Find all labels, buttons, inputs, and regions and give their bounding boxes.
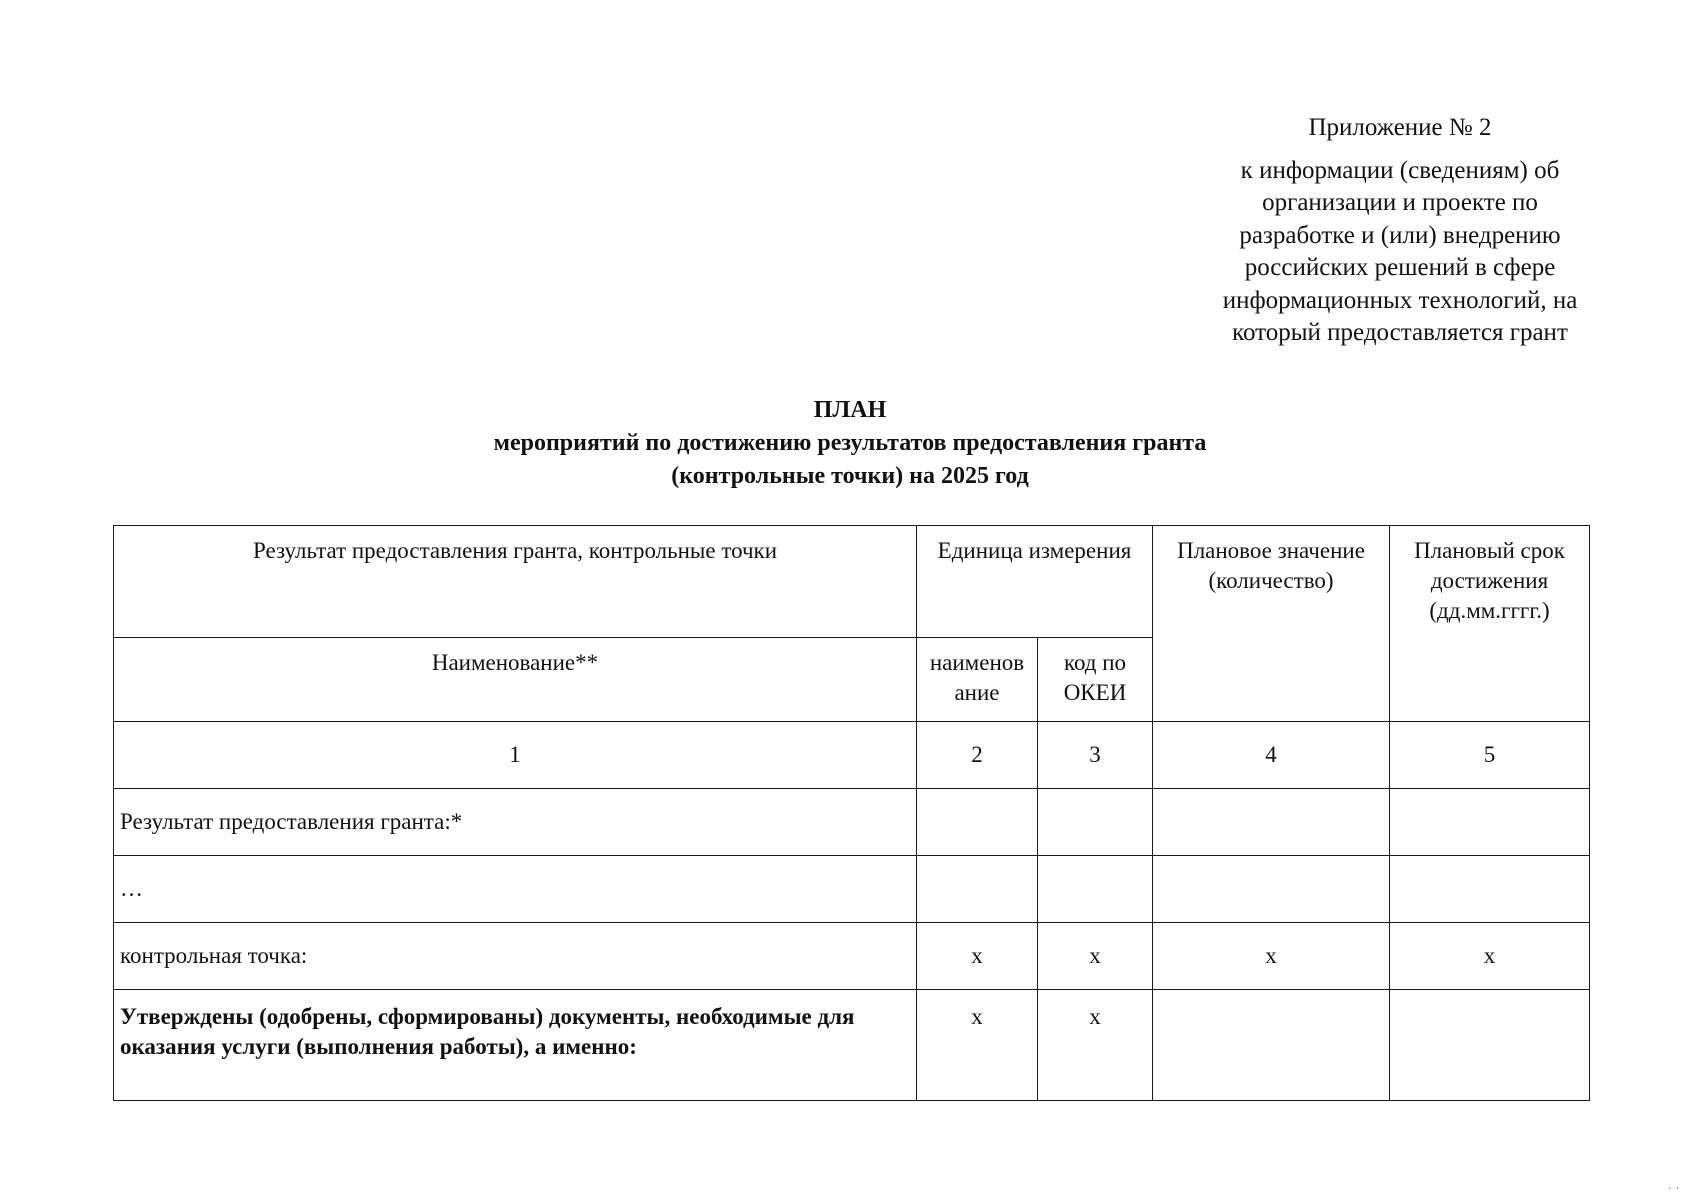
table-cell: x	[1038, 990, 1153, 1101]
table-row	[114, 990, 1590, 1101]
table-row	[114, 789, 1590, 856]
table-numbering-row	[114, 722, 1590, 789]
table-cell	[1153, 789, 1390, 856]
table-cell: x	[917, 923, 1038, 990]
column-number: 5	[1390, 722, 1590, 789]
table-cell	[1390, 856, 1590, 923]
table-cell: x	[1390, 923, 1590, 990]
table-cell	[1038, 789, 1153, 856]
column-number: 3	[1038, 722, 1153, 789]
table-cell: x	[917, 990, 1038, 1101]
table-row	[114, 923, 1590, 990]
column-number: 4	[1153, 722, 1390, 789]
appendix-number: Приложение № 2	[1308, 114, 1492, 141]
table-cell: x	[1038, 923, 1153, 990]
plan-subtitle-line: мероприятий по достижению результатов предоставления гранта	[493, 430, 1207, 456]
table-row	[114, 856, 1590, 923]
table-cell	[1390, 990, 1590, 1101]
table-cell	[1153, 856, 1390, 923]
appendix-line: к информации (сведениям) об	[1240, 156, 1560, 184]
header-result-title: Результат предоставления гранта, контрольные точки	[114, 526, 917, 638]
plan-heading	[300, 394, 1400, 493]
appendix-line: информационных технологий, на	[1222, 286, 1578, 314]
plan-subtitle-line: (контрольные точки) на 2025 год	[671, 463, 1029, 489]
row-label: Утверждены (одобрены, сформированы) документы, необходимые для оказания услуги (выполнения работы), а именно:	[114, 990, 917, 1101]
header-planned-value: Плановое значение (количество)	[1153, 526, 1390, 722]
plan-table	[113, 525, 1590, 1101]
header-unit-title: Единица измерения	[917, 526, 1153, 638]
row-label: …	[114, 856, 917, 923]
header-name-col: Наименование**	[114, 638, 917, 722]
appendix-line: российских решений в сфере	[1244, 254, 1556, 281]
table-cell: x	[1153, 923, 1390, 990]
column-number: 2	[917, 722, 1038, 789]
table-cell	[1038, 856, 1153, 923]
appendix-block	[1180, 112, 1620, 350]
corner-dots: . .	[1668, 1178, 1680, 1192]
header-unit-name: наименов ание	[917, 638, 1038, 722]
appendix-line: разработке и (или) внедрению	[1239, 221, 1561, 249]
appendix-line: который предоставляется грант	[1232, 319, 1568, 346]
table-cell	[1390, 789, 1590, 856]
table-header-row	[114, 526, 1590, 638]
column-number: 1	[114, 722, 917, 789]
table-cell	[917, 789, 1038, 856]
row-label: контрольная точка:	[114, 923, 917, 990]
plan-title: ПЛАН	[813, 397, 887, 423]
row-label: Результат предоставления гранта:*	[114, 789, 917, 856]
appendix-line: организации и проекте по	[1262, 189, 1538, 216]
header-planned-date: Плановый срок достижения (дд.мм.гггг.)	[1390, 526, 1590, 722]
table-cell	[917, 856, 1038, 923]
table-cell	[1153, 990, 1390, 1101]
header-okei-code: код по ОКЕИ	[1038, 638, 1153, 722]
